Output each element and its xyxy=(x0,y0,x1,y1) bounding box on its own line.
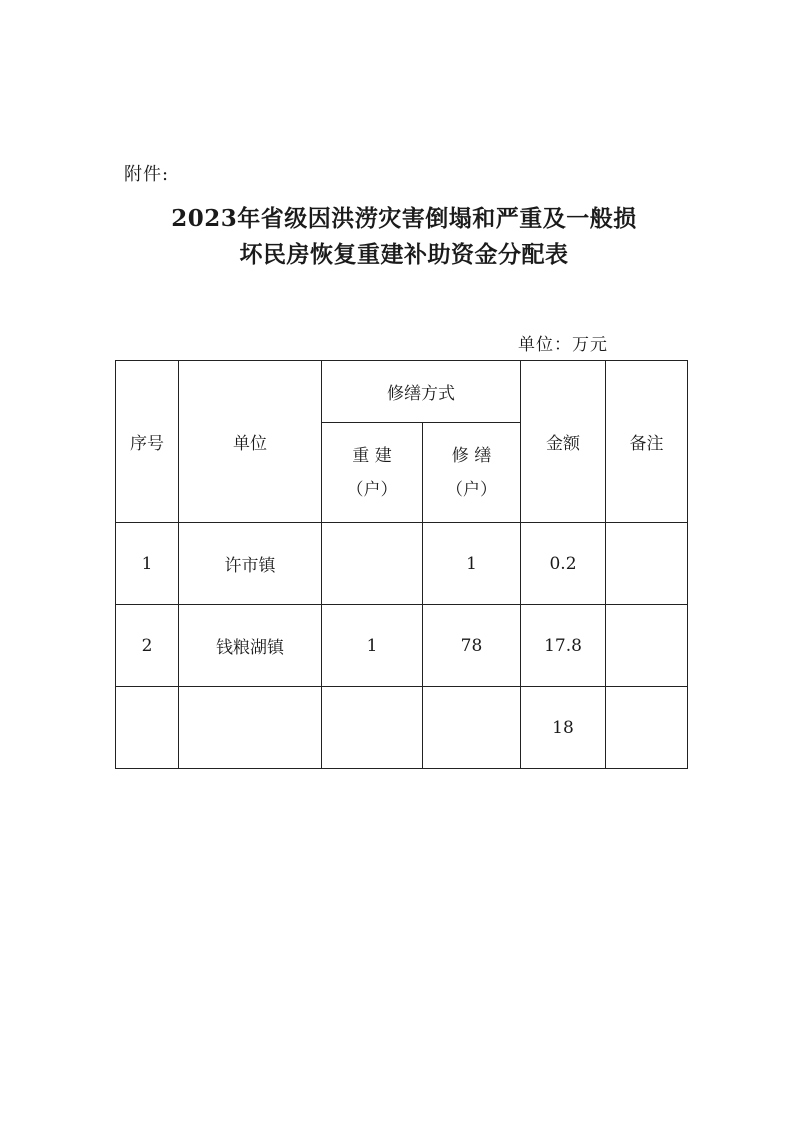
document-title-line2: 坏民房恢复重建补助资金分配表 xyxy=(239,241,569,268)
table-row xyxy=(116,523,688,605)
row-repair xyxy=(423,687,521,769)
header-rebuild: 重 建 xyxy=(352,445,392,466)
row-seq xyxy=(116,687,179,769)
header-remark: 备注 xyxy=(606,361,688,523)
row-unit: 许市镇 xyxy=(179,523,322,605)
row-unit: 钱粮湖镇 xyxy=(179,605,322,687)
header-rebuild-unit: （户） xyxy=(346,479,398,500)
header-rebuild-cell xyxy=(322,423,423,523)
row-seq: 1 xyxy=(116,523,179,605)
total-row xyxy=(116,687,688,769)
document-title-line1: 2023年省级因洪涝灾害倒塌和严重及一般损 xyxy=(171,205,637,232)
row-rebuild: 1 xyxy=(322,605,423,687)
row-repair: 1 xyxy=(423,523,521,605)
header-repair: 修 缮 xyxy=(451,445,492,466)
header-repair-method: 修缮方式 xyxy=(322,361,521,423)
unit-label: 单位：万元 xyxy=(518,335,608,355)
row-rebuild xyxy=(322,687,423,769)
row-remark xyxy=(606,687,688,769)
row-amount: 17.8 xyxy=(521,605,606,687)
header-unit: 单位 xyxy=(179,361,322,523)
row-repair: 78 xyxy=(423,605,521,687)
row-remark xyxy=(606,605,688,687)
allocation-table xyxy=(115,360,688,769)
header-seq: 序号 xyxy=(116,361,179,523)
attachment-label: 附件: xyxy=(124,164,170,185)
header-amount: 金额 xyxy=(521,361,606,523)
table-row xyxy=(116,605,688,687)
row-rebuild xyxy=(322,523,423,605)
row-amount: 0.2 xyxy=(521,523,606,605)
row-unit xyxy=(179,687,322,769)
row-seq: 2 xyxy=(116,605,179,687)
row-amount: 18 xyxy=(521,687,606,769)
header-repair-cell xyxy=(423,423,521,523)
header-repair-unit: （户） xyxy=(446,479,497,500)
row-remark xyxy=(606,523,688,605)
header-row-1 xyxy=(116,361,688,423)
